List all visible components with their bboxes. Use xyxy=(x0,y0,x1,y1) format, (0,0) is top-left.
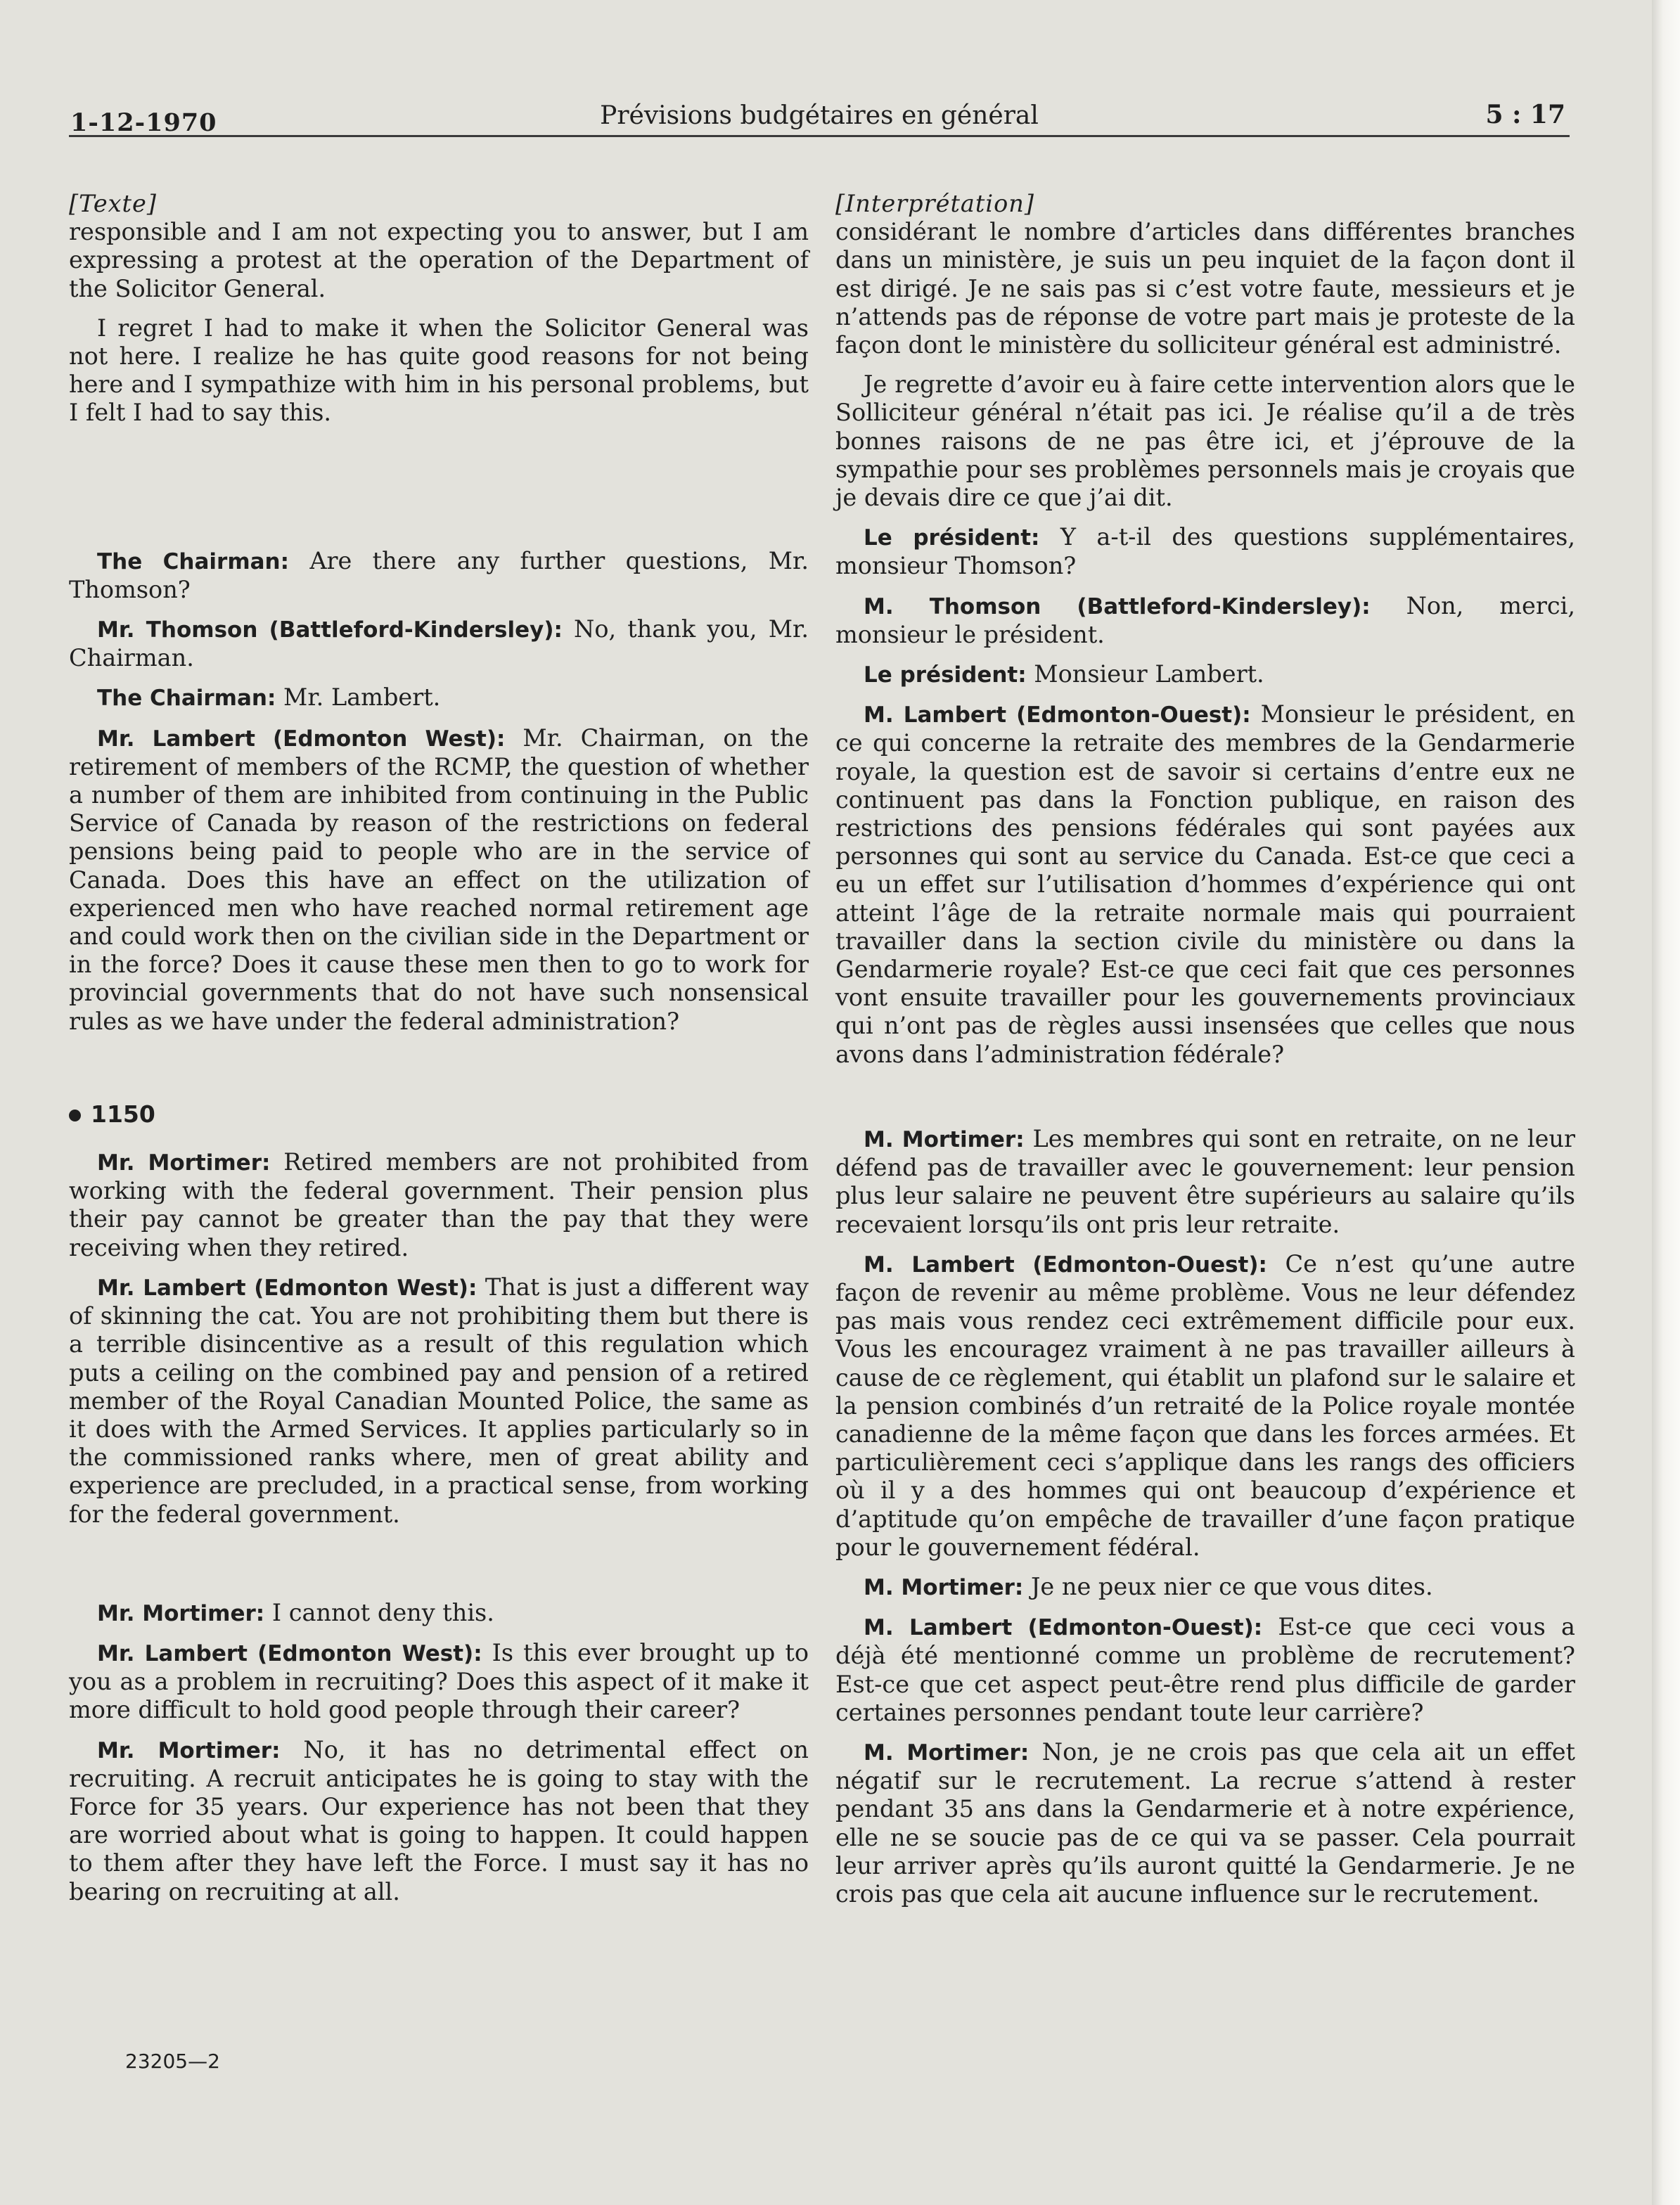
speaker: Mr. Mortimer: xyxy=(97,1737,281,1763)
speech-text: No, it has no detrimental effect on recruiting. A recruit anticipates he is going to stay with the Force for 35 years. Our experience has not been that they are worried about what is going to happen. It could happen to them after they have left the Force. I must say it has no bearing on recruiting at all. xyxy=(69,1735,809,1905)
speech xyxy=(69,724,809,1036)
speech-text: Are there any further questions, Mr. Thomson? xyxy=(69,546,809,603)
speaker: M. Mortimer: xyxy=(864,1740,1030,1766)
speech xyxy=(835,1250,1575,1562)
speaker: Le président: xyxy=(864,662,1027,688)
paragraph: considérant le nombre d’articles dans différentes branches dans un ministère, je suis un peu inquiet de la façon dont il est dirigé. Je ne sais pas si c’est votre faute, messieurs et je n’attends pas de réponse de votre part mais je proteste de la façon dont le ministère du solliciteur général est administré. xyxy=(835,218,1575,359)
speaker: The Chairman: xyxy=(97,686,276,712)
speech-text: Retired members are not prohibited from working with the federal government. Their pension plus their pay cannot be greater than the pay that they were receiving when they retired. xyxy=(69,1148,809,1261)
speech xyxy=(835,1125,1575,1239)
speech-text: Is this ever brought up to you as a problem in recruiting? Does this aspect of it make it more difficult to hold good people through their career? xyxy=(69,1638,809,1724)
speech xyxy=(69,1599,809,1628)
page-edge xyxy=(1652,0,1680,2205)
speech-text: Je ne peux nier ce que vous dites. xyxy=(1023,1572,1433,1600)
speech xyxy=(835,660,1575,689)
speaker: M. Mortimer: xyxy=(864,1126,1025,1152)
speech-text: Les membres qui sont en retraite, on ne leur défend pas de travailler avec le gouvernement: leur pension plus leur salaire ne peuvent être supérieurs au salaire qu’ils recevaient lorsqu’ils ont pris leur retraite. xyxy=(835,1124,1575,1238)
speaker: Mr. Mortimer: xyxy=(97,1600,265,1626)
speech-text: That is just a different way of skinning the cat. You are not prohibiting them but there is a terrible disincentive as a result of this regulation which puts a ceiling on the combined pay and pension of a retired member of the Royal Canadian Mounted Police, the same as it does with the Armed Services. It applies particularly so in the commissioned ranks where, men of great ability and experience are precluded, in a practical sense, from working for the federal government. xyxy=(69,1273,809,1528)
paragraph: responsible and I am not expecting you to answer, but I am expressing a protest at the operation of the Department of the Solicitor General. xyxy=(69,218,809,302)
speech xyxy=(69,547,809,604)
speech-text: Mr. Lambert. xyxy=(276,683,441,712)
speech-text: Est-ce que ceci vous a déjà été mentionné comme un problème de recrutement? Est-ce que cet aspect peut-être rend plus difficile de garder certaines personnes pendant toute leur carrière? xyxy=(835,1613,1575,1726)
running-header xyxy=(69,98,1570,137)
speaker: M. Mortimer: xyxy=(864,1574,1024,1600)
english-column xyxy=(69,190,809,1906)
footer-code: 23205—2 xyxy=(125,2050,220,2073)
speech xyxy=(835,700,1575,1069)
section-tag: [Interprétation] xyxy=(835,190,1034,217)
speaker: The Chairman: xyxy=(97,548,290,574)
time-marker xyxy=(69,1100,809,1129)
speech xyxy=(69,1148,809,1262)
french-column xyxy=(835,190,1575,1908)
speaker: Mr. Lambert (Edmonton West): xyxy=(97,1640,482,1666)
speaker: Mr. Lambert (Edmonton West): xyxy=(97,726,506,752)
speech-text: Mr. Chairman, on the retirement of members of the RCMP, the question of whether a number of them are inhibited from continuing in the Public Service of Canada by reason of the restrictions on federal pensions being paid to people who are in the service of Canada. Does this have an effect on the utilization of experienced men who have reached normal retirement age and could work then on the civilian side in the Department or in the force? Does it cause these men then to go to work for provincial governments that do not have such nonsensical rules as we have under the federal administration? xyxy=(69,724,809,1035)
speaker: M. Lambert (Edmonton-Ouest): xyxy=(864,702,1251,728)
speaker: M. Thomson (Battleford-Kindersley): xyxy=(864,593,1371,619)
speech xyxy=(69,615,809,672)
header-title: Prévisions budgétaires en général xyxy=(600,101,1039,130)
time-marker-text: 1150 xyxy=(91,1100,155,1128)
speaker: Le président: xyxy=(864,525,1040,551)
speech xyxy=(835,1613,1575,1727)
speech-text: Ce n’est qu’une autre façon de revenir au même problème. Vous ne leur défendez pas mais vous rendez ceci extrêmement difficile pour eux. Vous les encouragez vraiment à ne pas travailler ailleurs à cause de ce règlement, qui établit un plafond sur le salaire et la pension combinés d’un retraité de la Police royale montée canadienne de la même façon que dans les forces armées. Et particulièrement ceci s’applique dans les rangs des officiers où il y a des hommes qui ont beaucoup d’expérience et d’aptitude qu’on empêche de travailler d’une façon pratique pour le gouvernement fédéral. xyxy=(835,1249,1576,1561)
paragraph: I regret I had to make it when the Solicitor General was not here. I realize he has quite good reasons for not being here and I sympathize with him in his personal problems, but I felt I had to say this. xyxy=(69,314,809,427)
speech-text: Y a-t-il des questions supplémentaires, monsieur Thomson? xyxy=(835,523,1575,580)
speaker: M. Lambert (Edmonton-Ouest): xyxy=(864,1252,1267,1278)
speech xyxy=(69,1736,809,1906)
paragraph: Je regrette d’avoir eu à faire cette intervention alors que le Solliciteur général n’était pas ici. Je réalise qu’il a de très bonnes raisons de ne pas être ici, et j’éprouve de la sympathie pour ses problèmes personnels mais je croyais que je devais dire ce que j’ai dit. xyxy=(835,371,1575,512)
speech-text: Non, je ne crois pas que cela ait un effet négatif sur le recrutement. La recrue s’attend à rester pendant 35 ans dans la Gendarmerie et à notre expérience, elle ne se soucie pas de ce qui va se passer. Cela pourrait leur arriver après qu’ils auront quitté la Gendarmerie. Je ne crois pas que cela ait aucune influence sur le recrutement. xyxy=(835,1737,1575,1908)
speech-text: I cannot deny this. xyxy=(264,1598,494,1626)
speech-text: Monsieur Lambert. xyxy=(1026,660,1264,688)
speech xyxy=(835,1573,1575,1602)
section-tag: [Texte] xyxy=(69,190,157,217)
speech xyxy=(69,1273,809,1529)
page-number: 5 : 17 xyxy=(1485,100,1565,129)
speech xyxy=(835,523,1575,580)
speech xyxy=(69,1639,809,1725)
speech xyxy=(835,592,1575,649)
speaker: Mr. Mortimer: xyxy=(97,1150,271,1176)
speaker: Mr. Thomson (Battleford-Kindersley): xyxy=(97,617,563,643)
bullet-icon xyxy=(69,1110,81,1121)
speech-text: Non, merci, monsieur le président. xyxy=(835,591,1575,648)
speech-text: Monsieur le président, en ce qui concerne la retraite des membres de la Gendarmerie royale, la question est de savoir si certains d’entre eux ne continuent pas dans la Fonction publique, en raison des restrictions des pensions fédérales qui sont payées aux personnes qui sont au service du Canada. Est-ce que ceci a eu un effet sur l’utilisation d’hommes d’expérience qui ont atteint l’âge de la retraite normale mais qui pourraient travailler dans la section civile du ministère ou dans la Gendarmerie royale? Est-ce que ceci fait que ces personnes vont ensuite travailler pour les gouvernements provinciaux qui n’ont pas de règles aussi insensées que celles que nous avons dans l’administration fédérale? xyxy=(835,700,1576,1068)
header-date: 1-12-1970 xyxy=(70,108,217,137)
speaker: M. Lambert (Edmonton-Ouest): xyxy=(864,1615,1263,1641)
speech xyxy=(69,683,809,712)
speaker: Mr. Lambert (Edmonton West): xyxy=(97,1275,477,1301)
speech-text: No, thank you, Mr. Chairman. xyxy=(69,615,809,672)
speech xyxy=(835,1738,1575,1908)
